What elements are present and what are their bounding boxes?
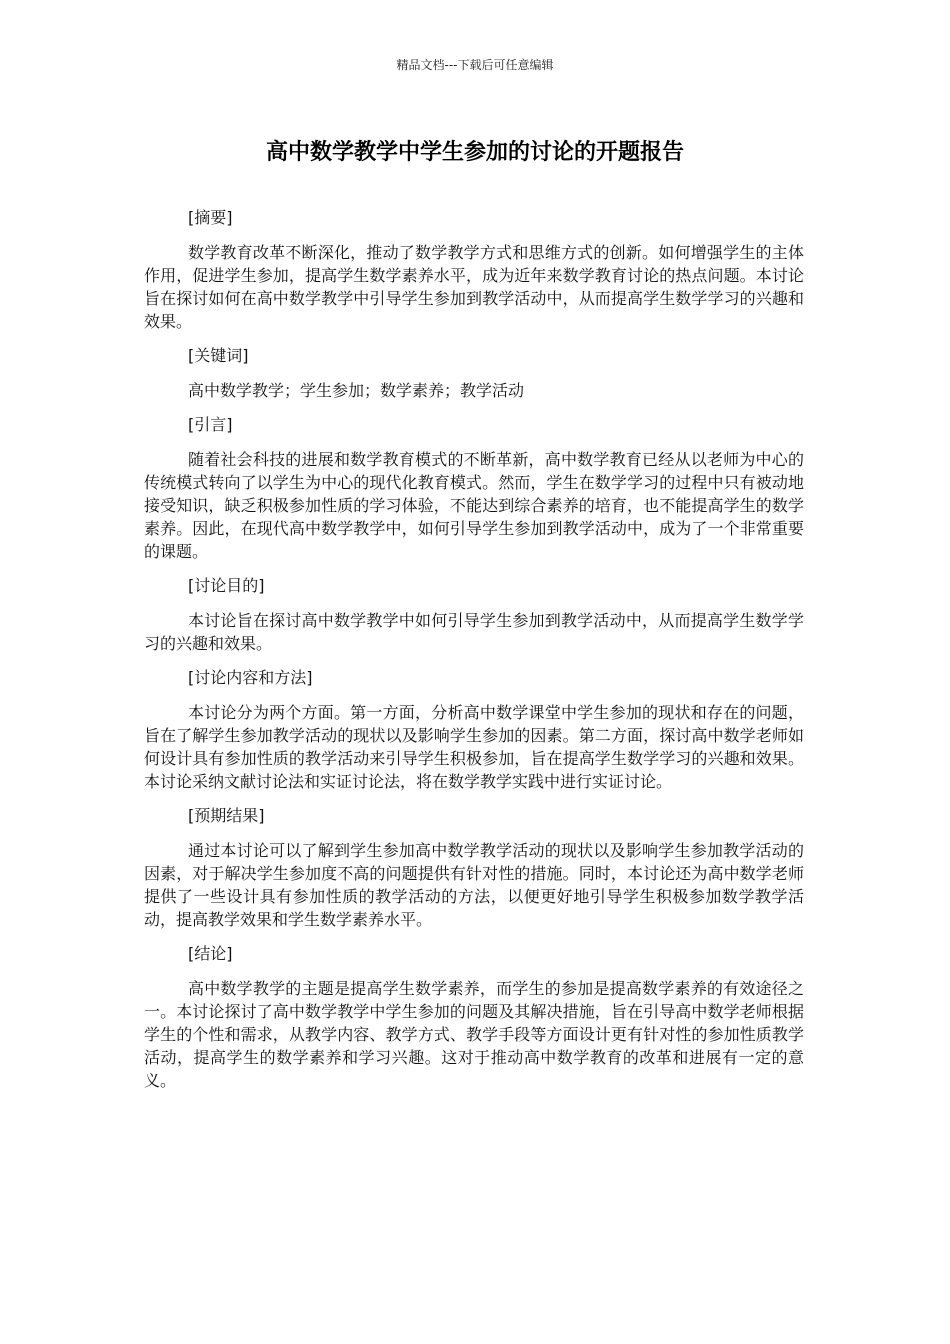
method-paragraph: 本讨论分为两个方面。第一方面，分析高中数学课堂中学生参加的现状和存在的问题，旨在了解学生参加教学活动的现状以及影响学生参加的因素。第二方面，探讨高中数学老师如何设计具有参加性质的教学活动来引导学生积极参加，旨在提高学生数学学习的兴趣和效果。本讨论采纳文献讨论法和实证讨论法，将在数学教学实践中进行实证讨论。 xyxy=(144,703,804,791)
abstract-paragraph: 数学教育改革不断深化，推动了数学教学方式和思维方式的创新。如何增强学生的主体作用，促进学生参加，提高学生数学素养水平，成为近年来数学教育讨论的热点问题。本讨论旨在探讨如何在高中数学教学中引导学生参加到教学活动中，从而提高学生数学学习的兴趣和效果。 xyxy=(144,243,804,331)
document-body xyxy=(144,206,804,1103)
abstract-heading: [摘要] xyxy=(188,208,233,227)
keywords-heading: [关键词] xyxy=(188,346,249,365)
introduction-paragraph: 随着社会科技的进展和数学教育模式的不断革新，高中数学教育已经从以老师为中心的传统模式转向了以学生为中心的现代化教育模式。然而，学生在数学学习的过程中只有被动地接受知识，缺乏积极参加性质的学习体验，不能达到综合素养的培育，也不能提高学生的数学素养。因此，在现代高中数学教学中，如何引导学生参加到教学活动中，成为了一个非常重要的课题。 xyxy=(144,450,804,561)
keywords-paragraph: 高中数学教学；学生参加；数学素养；教学活动 xyxy=(188,381,525,400)
expected-results-heading: [预期结果] xyxy=(188,806,265,825)
introduction-heading: [引言] xyxy=(188,415,233,434)
running-header: 精品文档---下载后可任意编辑 xyxy=(396,58,554,72)
purpose-paragraph: 本讨论旨在探讨高中数学教学中如何引导学生参加到教学活动中，从而提高学生数学学习的兴趣和效果。 xyxy=(144,611,804,653)
expected-results-paragraph: 通过本讨论可以了解到学生参加高中数学教学活动的现状以及影响学生参加教学活动的因素，对于解决学生参加度不高的问题提供有针对性的措施。同时，本讨论还为高中数学老师提供了一些设计具有参加性质的教学活动的方法，以便更好地引导学生积极参加数学教学活动，提高教学效果和学生数学素养水平。 xyxy=(144,841,804,929)
method-heading: [讨论内容和方法] xyxy=(188,668,313,687)
conclusion-heading: [结论] xyxy=(188,944,233,963)
conclusion-paragraph: 高中数学教学的主题是提高学生数学素养，而学生的参加是提高数学素养的有效途径之一。本讨论探讨了高中数学教学中学生参加的问题及其解决措施，旨在引导高中数学老师根据学生的个性和需求，从教学内容、教学方式、教学手段等方面设计更有针对性的参加性质教学活动，提高学生的数学素养和学习兴趣。这对于推动高中数学教育的改革和进展有一定的意义。 xyxy=(144,979,804,1090)
purpose-heading: [讨论目的] xyxy=(188,576,265,595)
document-title: 高中数学教学中学生参加的讨论的开题报告 xyxy=(265,140,684,165)
